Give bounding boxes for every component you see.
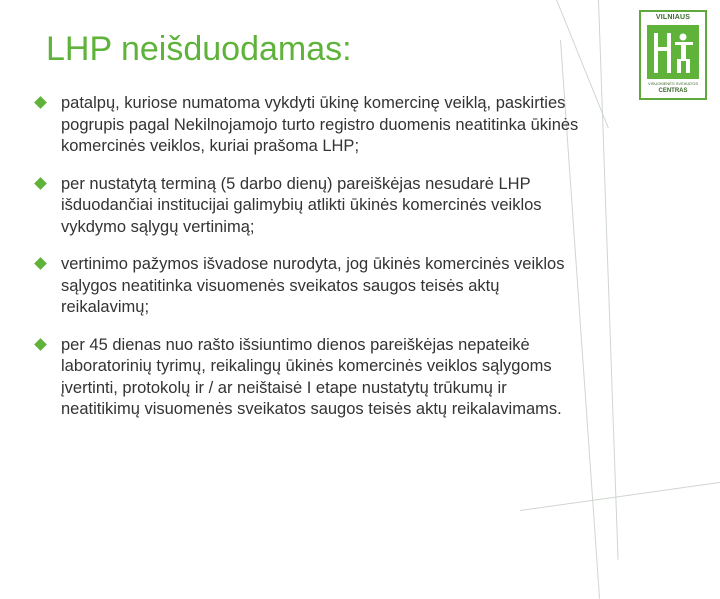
diamond-bullet-icon (34, 96, 47, 109)
list-item (30, 335, 590, 421)
bullet-text: patalpų, kuriose numatoma vykdyti ūkinę komercinę veiklą, paskirties pogrupis pagal Nekilnojamojo turto registro duomenis neatitinka ūkinės komercinės veiklos, kuriai prašoma LHP; (61, 94, 579, 155)
logo-bottom-small-text: VISUOMENĖS SVEIKATOS (647, 81, 699, 86)
organization-logo (639, 10, 707, 100)
diamond-bullet-icon (34, 177, 47, 190)
bullet-text: per nustatytą terminą (5 darbo dienų) pareiškėjas nesudarė LHP išduodančiai institucijai galimybių atlikti ūkinės komercinės veiklos vykdymo sąlygų vertinimą; (61, 174, 542, 236)
decorative-line (520, 479, 720, 511)
diamond-bullet-icon (34, 338, 47, 351)
logo-bottom-text: CENTRAS (658, 88, 688, 94)
bullet-text: per 45 dienas nuo rašto išsiuntimo dienos pareiškėjas nepateikė laboratorinių tyrimų, reikalingų ūkinės komercinės veiklos sąlygoms įvertinti, protokolų ir / ar neištaisė I etape nustatytų trūkumų ir neatitikimų visuomenės sveikatos saugos teisės aktų reikalavimams. (61, 335, 562, 418)
decorative-line (598, 0, 619, 560)
bullet-list (30, 93, 590, 437)
list-item (30, 93, 590, 158)
logo-top-text: VILNIAUS (655, 14, 691, 21)
list-item (30, 254, 590, 319)
diamond-bullet-icon (34, 257, 47, 270)
bullet-text: vertinimo pažymos išvadose nurodyta, jog ūkinės komercinės veiklos sąlygos neatitinka visuomenės sveikatos saugos teisės aktų reikalavimų; (61, 255, 565, 316)
city-health-center-logo-icon (647, 25, 699, 79)
list-item (30, 174, 590, 239)
slide-title: LHP neišduodamas: (46, 30, 352, 68)
